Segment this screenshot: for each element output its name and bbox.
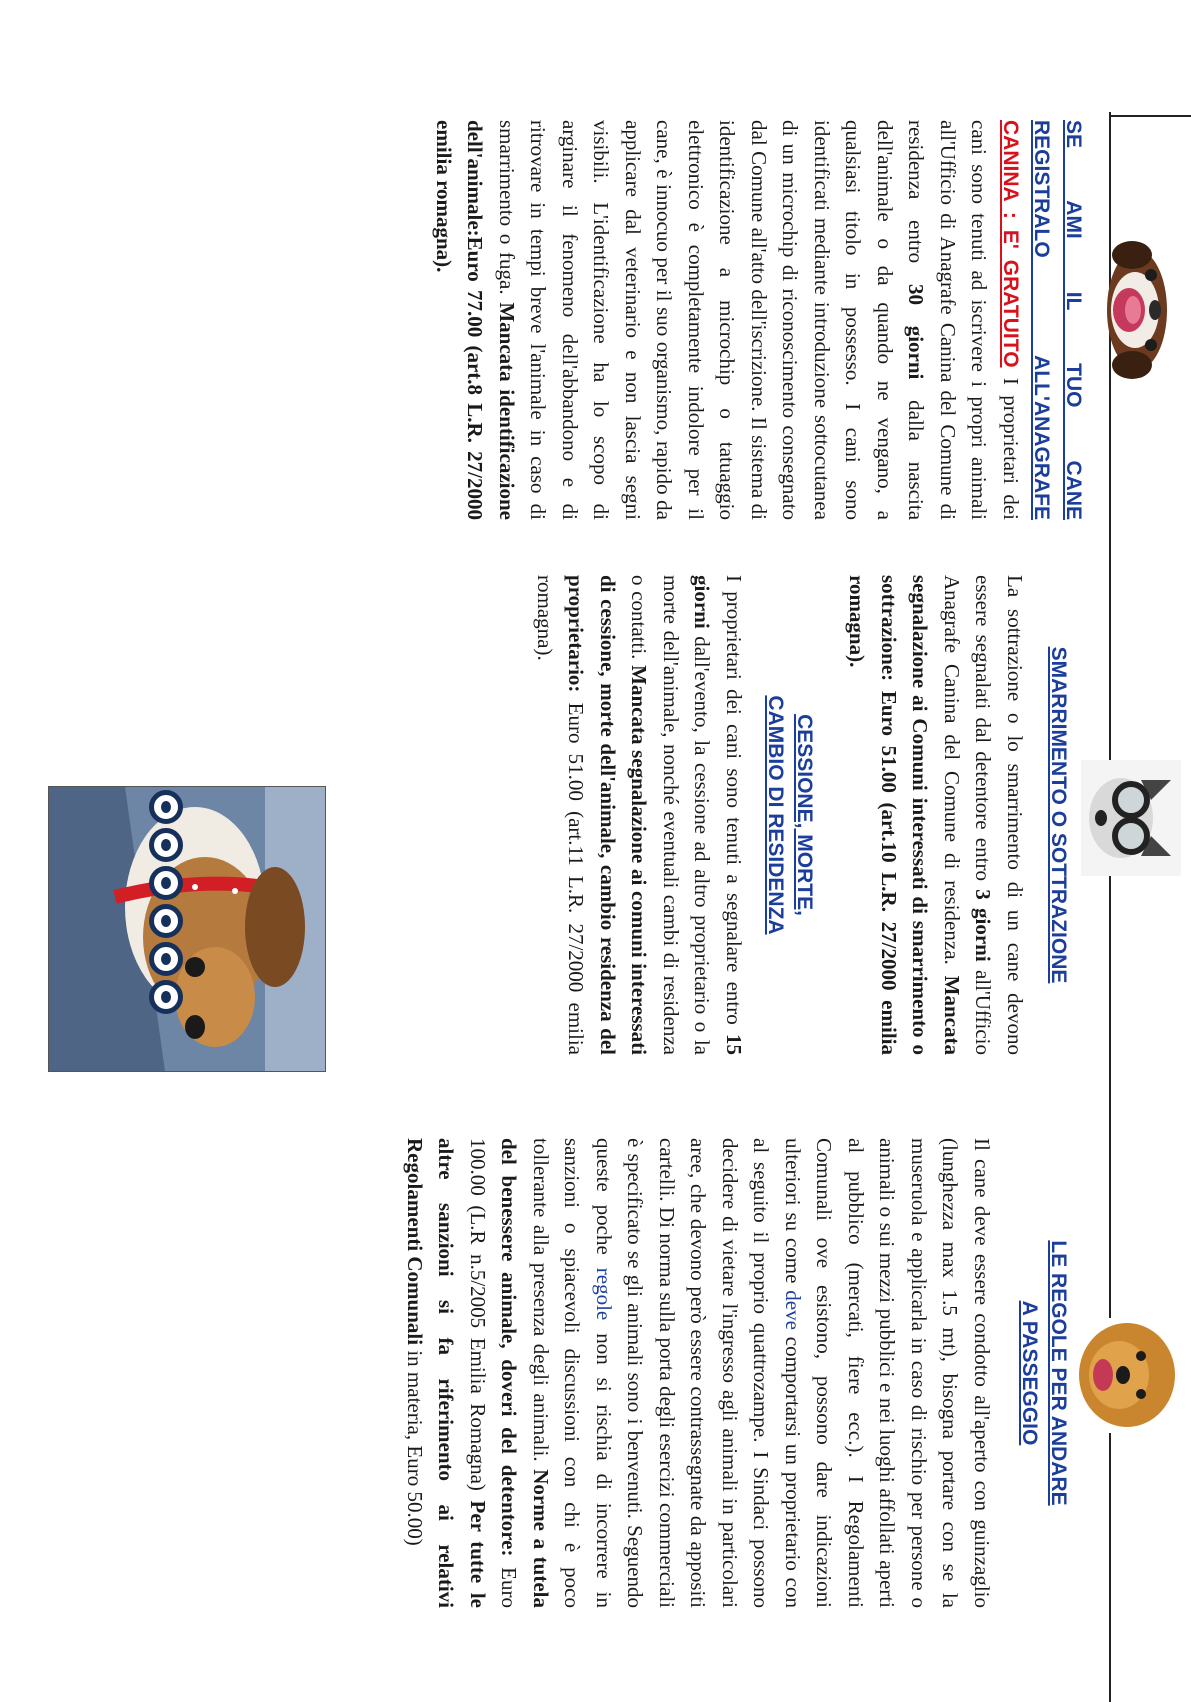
section3-body-part5: in materia, Euro 50.00) — [403, 1345, 427, 1546]
section1-bold-sanction: Mancata identificazione dell'animale:Euro 77.00 (art.8 L.R. 27/2000 emilia romagna). — [432, 120, 519, 520]
section1-body-part1: I proprietari dei cani sono tenuti ad iscrivere i propri animali all'Ufficio di Anagrafe Canina del Comune di residenza entro — [904, 120, 1023, 520]
section-smarrimento — [529, 575, 1074, 1055]
paw-prints-icon — [149, 790, 183, 1014]
section3-body-part3: non si rischia di incorrere in sanzioni o spiacevoli discussioni con chi è poco tollerante alla presenza degli animali. — [529, 1138, 616, 1608]
section2-body2-tail: Euro 51.00 (art.11 L.R. 27/2000 emilia romagna). — [533, 575, 589, 1055]
section1-heading-line2: REGISTRALO ALL'ANAGRAFE — [1030, 120, 1054, 520]
section1-body-part2: dalla nascita dell'animale o da quando ne vengano, a qualsiasi titolo in possesso. I cani sono identificati mediante introduzione sottocutanea di un microchip di riconoscimento consegnato dal Comune all'atto dell'iscrizione. Il sistema di identificazione a microchip o tatuaggio elettronico è completamente indolore per il cane, è innocuo per il suo organismo, rapido da applicare dal veterinario e non lascia segni visibili. L'identificazione ha lo scopo di arginare il fenomeno dell'abbandono e di ritrovare in tempi breve l'animale in caso di smarrimento o fuga. — [495, 120, 929, 521]
section1-heading-red: CANINA : E' GRATUITO — [999, 120, 1022, 368]
section2-body-part1: La sottrazione o lo smarrimento di un cane devono essere segnalati dal detentore entro — [971, 575, 1027, 1055]
section2-bold-3: 3 giorni — [971, 889, 996, 962]
section3-body-part4: Euro 100.00 (L.R n.5/2005 Emilia Romagna) — [466, 1138, 522, 1609]
corner-divider — [1109, 115, 1191, 117]
section3-heading-line1: LE REGOLE PER ANDARE — [1047, 1240, 1070, 1506]
section3-body-part2: comportarsi un proprietario con al seguito il proprio quattrozampe. I Sindaci possono decidere di vietare l'ingresso agli animali in particolari aree, che devono però essere contrassegnate da appositi cartelli. Di norma sulla porta degli esercizi commerciali è specificato se gli animali sono i benvenuti. Seguendo queste poche — [592, 1138, 805, 1608]
section2-subheading-line2: CAMBIO DI RESIDENZA — [764, 695, 787, 935]
section2-bold-sanction: Mancata segnalazione ai Comuni interessati di smarrimento o sottrazione: Euro 51.00 (art.10 L.R. 27/2000 emilia romagna). — [845, 575, 964, 1055]
section3-bold-norme: Norme a tutela del benessere animale, doveri del detentore: — [497, 1138, 553, 1608]
section2-body2-part1: I proprietari dei cani sono tenuti a segnalare entro — [722, 575, 746, 1034]
dog-red-collar-photo — [48, 786, 326, 1072]
section3-blue-deve: deve — [781, 1290, 805, 1330]
dog-with-goggles-photo — [1081, 760, 1181, 876]
section2-subheading-line1: CESSIONE, MORTE, — [793, 714, 816, 916]
section2-bold-sanction2: Mancata segnalazione ai comuni interessati di cessione, morte dell'animale, cambio residenza del proprietario: — [564, 575, 652, 1055]
dog-smiling-photo — [1103, 235, 1177, 385]
section1-heading-line1: SE AMI IL TUO CANE — [1062, 120, 1085, 520]
dog-golden-photo — [1075, 1318, 1179, 1433]
section2-bold-15: 15 giorni — [690, 575, 746, 1055]
section3-heading-line2: A PASSEGGIO — [1018, 1300, 1041, 1446]
section2-body2-part2: dall'evento, la cessione ad altro proprietario o la morte dell'animale, nonché eventuali cambi di residenza o contatti. — [627, 575, 715, 1055]
section-registrazione — [428, 120, 1090, 520]
section-passeggio — [399, 1138, 1074, 1608]
section3-body-part1: Il cane deve essere condotto all'aperto con guinzaglio (lunghezza max 1.5 mt), bisogna portare con se la museruola e applicarla in caso di rischio per persone o animali o sui mezzi pubblici e nei luoghi affollati aperti al pubblico (mercati, fiere ecc.). I Regolamenti Comunali ove esistono, possono dare indicazioni ulteriori su come — [781, 1138, 994, 1608]
section2-heading: SMARRIMENTO O SOTTRAZIONE — [1047, 646, 1070, 984]
section2-body-part2: all'Ufficio Anagrafe Canina del Comune di residenza. — [940, 575, 996, 1055]
section3-bold-altre: Per tutte le altre sanzioni si fa riferimento ai relativi Regolamenti Comunali — [403, 1138, 490, 1608]
section1-bold-30: 30 giorni — [904, 283, 929, 380]
section3-blue-regole: regole — [592, 1267, 616, 1321]
